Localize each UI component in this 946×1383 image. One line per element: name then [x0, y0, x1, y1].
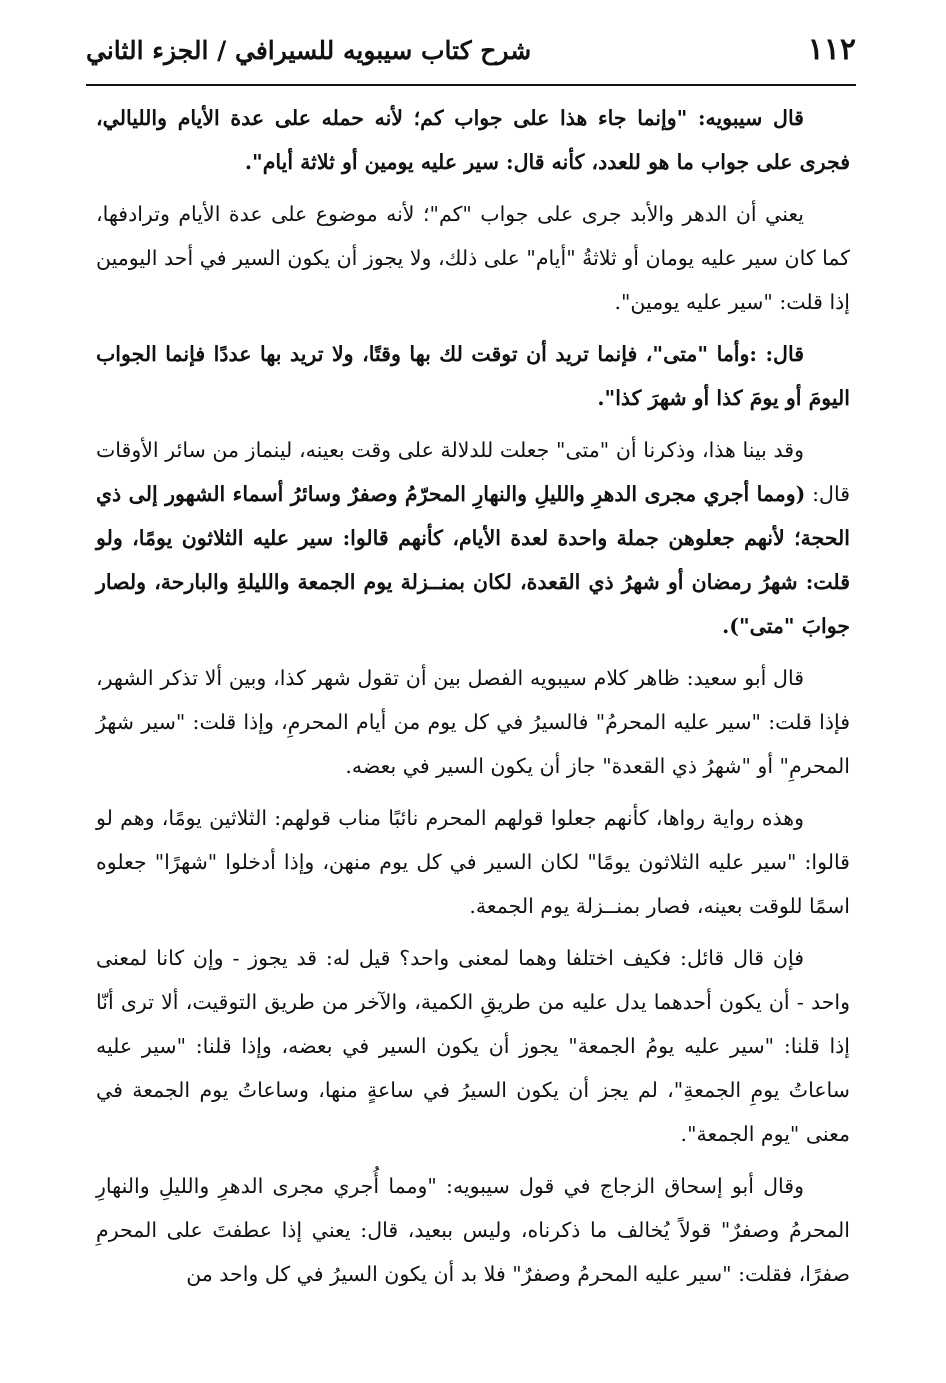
- paragraph-objection: فإن قال قائل: فكيف اختلفا وهما لمعنى واحد؟ قيل له: قد يجوز - وإن كانا لمعنى واحد - أن يكون أحدهما يدل عليه من طريقِ الكمية، والآخر من طريق التوقيت، ألا ترى أنّا إذا قلنا: "سير عليه يومُ الجمعة" يجوز أن يكون السير في بعضه، وإذا قلنا: "سير عليه ساعاتُ يومِ الجمعةِ"، لم يجز أن يكون السيرُ في ساعةٍ منها، وساعاتُ يوم الجمعة في معنى "يوم الجمعة".: [96, 946, 850, 1146]
- header-divider: [86, 84, 856, 86]
- paragraph-abu-said: قال أبو سعيد: ظاهر كلام سيبويه الفصل بين أن تقول شهر كذا، وبين ألا تذكر الشهر، فإذا قلت: "سير عليه المحرمُ" فالسيرُ في كل يوم من أيام المحرمِ، وإذا قلت: "سير شهرُ المحرمِ" أو "شهرُ ذي القعدة" جاز أن يكون السير في بعضه.: [96, 666, 850, 778]
- paragraph-commentary-2: [96, 428, 850, 648]
- paragraph-quoted-text: (ومما أجري مجرى الدهرِ والليلِ والنهارِ المحرّمُ وصفرٌ وسائرُ أسماء الشهور إلى ذي الحجة؛ لأنهم جعلوهن جملة واحدة لعدة الأيام، كأنهم قالوا: سير عليه الثلاثون يومًا، ولو قلت: شهرُ رمضان أو شهرُ ذي القعدة، لكان بمنــزلة يوم الجمعة والليلةِ والبارحة، ولصار جوابَ "متى").: [96, 482, 850, 638]
- page-header: [86, 28, 856, 78]
- paragraph-narration: وهذه رواية رواها، كأنهم جعلوا قولهم المحرم نائبًا مناب قولهم: الثلاثين يومًا، وهم لو قالوا: "سير عليه الثلاثون يومًا" لكان السير في كل يوم منهن، وإذا أدخلوا "شهرًا" جعلوه اسمًا للوقت بعينه، فصار بمنــزلة يوم الجمعة.: [96, 806, 850, 918]
- body-text: [96, 96, 850, 1346]
- paragraph-lead-text: وقد بينا هذا، وذكرنا أن "متى" جعلت للدلالة على وقت بعينه، لينماز من سائر الأوقات قال:: [96, 438, 850, 506]
- paragraph-commentary-1: يعني أن الدهر والأبد جرى على جواب "كم"؛ لأنه موضوع على عدة الأيام وترادفها، كما كان سير عليه يومان أو ثلاثةُ "أيام" على ذلك، ولا يجوز أن يكون السير في أحد اليومين إذا قلت: "سير عليه يومين".: [96, 202, 850, 314]
- paragraph-zajjaj: وقال أبو إسحاق الزجاج في قول سيبويه: "ومما أُجري مجرى الدهرِ والليلِ والنهارِ المحرمُ وصفرٌ" قولاً يُخالف ما ذكرناه، وليس ببعيد، قال: يعني إذا عطفتَ على المحرمِ صفرًا، فقلت: "سير عليه المحرمُ وصفرٌ" فلا بد أن يكون السيرُ في كل واحد من: [96, 1174, 850, 1286]
- paragraph-sibawayh-quote-1: قال سيبويه: "وإنما جاء هذا على جواب كم؛ لأنه حمله على عدة الأيام والليالي، فجرى على جواب ما هو للعدد، كأنه قال: سير عليه يومين أو ثلاثة أيام".: [96, 106, 850, 174]
- running-title: شرح كتاب سيبويه للسيرافي / الجزء الثاني: [86, 36, 532, 65]
- page-number: ١١٢: [807, 32, 856, 67]
- paragraph-sibawayh-quote-2: قال: :وأما "متى"، فإنما تريد أن توقت لك بها وقتًا، ولا تريد بها عددًا فإنما الجواب اليومَ أو يومَ كذا أو شهرَ كذا".: [96, 342, 850, 410]
